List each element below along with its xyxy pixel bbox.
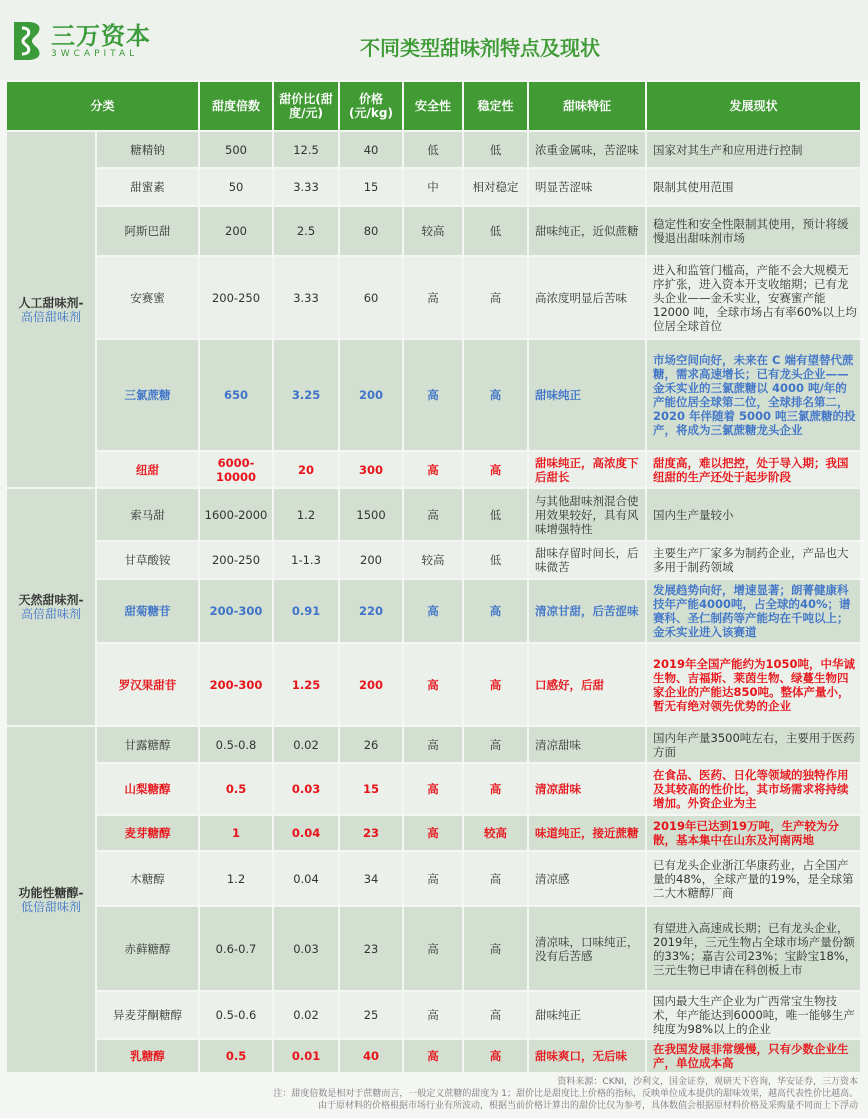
safety-cell: 高	[403, 579, 463, 643]
sweetener-name-cell: 罗汉果甜苷	[96, 643, 199, 726]
sweetness-price-ratio-cell: 12.5	[273, 131, 339, 168]
stability-cell: 相对稳定	[463, 168, 528, 206]
category-sublabel: 高倍甜味剂	[20, 309, 81, 324]
sweetness-multiple-cell: 50	[199, 168, 273, 206]
safety-cell: 高	[403, 726, 463, 763]
safety-cell: 高	[403, 488, 463, 541]
sweetness-multiple-cell: 0.5	[199, 1039, 273, 1073]
development-status-cell: 已有龙头企业浙江华康药业，占全国产量的48%，全球产量的19%，是全球第二大木糖醇厂商	[646, 851, 861, 906]
table-row	[6, 168, 861, 206]
taste-feature-cell: 甜味纯正，近似蔗糖	[528, 206, 646, 256]
price-cell: 40	[339, 1039, 403, 1073]
stability-cell: 高	[463, 991, 528, 1039]
development-status-cell: 国内最大生产企业为广西常宝生物技术，年产能达到6000吨，唯一能够生产纯度为98%以上的企业	[646, 991, 861, 1039]
stability-cell: 高	[463, 339, 528, 451]
stability-cell: 高	[463, 451, 528, 488]
price-cell: 15	[339, 763, 403, 815]
taste-feature-cell: 与其他甜味剂混合使用效果较好，具有风味增强特性	[528, 488, 646, 541]
category-sublabel: 高倍甜味剂	[20, 607, 81, 621]
price-cell: 200	[339, 339, 403, 451]
price-cell: 34	[339, 851, 403, 906]
sweetness-price-ratio-cell: 2.5	[273, 206, 339, 256]
sweetness-price-ratio-cell: 0.04	[273, 815, 339, 851]
sweetness-multiple-cell: 200	[199, 206, 273, 256]
category-sublabel: 低倍甜味剂	[20, 899, 81, 914]
logo-subtext: 3WCAPITAL	[51, 49, 139, 59]
logo-mark-icon	[12, 20, 46, 62]
safety-cell: 高	[403, 763, 463, 815]
development-status-cell: 国内年产量3500吨左右，主要用于医药方面	[646, 726, 861, 763]
sweetener-name-cell: 乳糖醇	[96, 1039, 199, 1073]
note-line-2: 由于原材料的价格根据市场行业有所波动，根据当前价格计算出的甜价比仅为参考，具体数值会根据原材料价格及采购量不同而上下浮动	[317, 1101, 858, 1111]
stability-cell: 低	[463, 541, 528, 579]
taste-feature-cell: 清凉味，口味纯正，没有后苦感	[528, 906, 646, 991]
page-title: 不同类型甜味剂特点及现状	[360, 36, 600, 60]
price-cell: 15	[339, 168, 403, 206]
table-row	[6, 906, 861, 991]
safety-cell: 高	[403, 256, 463, 339]
column-header: 价格(元/kg)	[339, 81, 403, 131]
sweetener-name-cell: 赤藓糖醇	[96, 906, 199, 991]
sweetener-name-cell: 安赛蜜	[96, 256, 199, 339]
taste-feature-cell: 明显苦涩味	[528, 168, 646, 206]
safety-cell: 较高	[403, 541, 463, 579]
table-row	[6, 579, 861, 643]
column-header: 发展现状	[646, 81, 861, 131]
column-header: 甜味特征	[528, 81, 646, 131]
price-cell: 220	[339, 579, 403, 643]
price-cell: 26	[339, 726, 403, 763]
safety-cell: 低	[403, 131, 463, 168]
sweetness-price-ratio-cell: 0.03	[273, 763, 339, 815]
table-row	[6, 643, 861, 726]
price-cell: 200	[339, 541, 403, 579]
category-label: 人工甜味剂-	[18, 295, 84, 310]
sweetener-name-cell: 甘露糖醇	[96, 726, 199, 763]
sweetness-multiple-cell: 1600-2000	[199, 488, 273, 541]
price-cell: 23	[339, 906, 403, 991]
table-row	[6, 451, 861, 488]
price-cell: 80	[339, 206, 403, 256]
sweetness-multiple-cell: 1.2	[199, 851, 273, 906]
taste-feature-cell: 浓重金属味，苦涩味	[528, 131, 646, 168]
stability-cell: 高	[463, 1039, 528, 1073]
sweetness-multiple-cell: 0.5-0.8	[199, 726, 273, 763]
development-status-cell: 进入和监管门槛高，产能不会大规模无序扩张，进入资本开支收缩期；已有龙头企业——金禾实业，安赛蜜产能 12000 吨，全球市场占有率60%以上均位居全球首位	[646, 256, 861, 339]
sweetener-name-cell: 三氯蔗糖	[96, 339, 199, 451]
stability-cell: 低	[463, 131, 528, 168]
footer-notes	[273, 1076, 858, 1112]
taste-feature-cell: 清凉甘甜，后苦涩味	[528, 579, 646, 643]
development-status-cell: 在食品、医药、日化等领域的独特作用及其较高的性价比，其市场需求将持续增加。外资企业为主	[646, 763, 861, 815]
column-header: 甜价比(甜度/元)	[273, 81, 339, 131]
development-status-cell: 稳定性和安全性限制其使用，预计将缓慢退出甜味剂市场	[646, 206, 861, 256]
price-cell: 40	[339, 131, 403, 168]
price-cell: 200	[339, 643, 403, 726]
header-band	[0, 0, 868, 80]
column-header: 稳定性	[463, 81, 528, 131]
sweetener-table	[5, 80, 862, 1074]
stability-cell: 高	[463, 726, 528, 763]
development-status-cell: 有望进入高速成长期；已有龙头企业，2019年，三元生物占全球市场产量份额的33%；嘉吉公司23%；宝龄宝18%，三元生物已申请在科创板上市	[646, 906, 861, 991]
safety-cell: 高	[403, 643, 463, 726]
price-cell: 25	[339, 991, 403, 1039]
table-row	[6, 541, 861, 579]
taste-feature-cell: 口感好，后甜	[528, 643, 646, 726]
table-row	[6, 726, 861, 763]
stability-cell: 高	[463, 579, 528, 643]
price-cell: 300	[339, 451, 403, 488]
sweetness-multiple-cell: 200-250	[199, 256, 273, 339]
price-cell: 23	[339, 815, 403, 851]
sweetness-price-ratio-cell: 1.2	[273, 488, 339, 541]
sweetener-name-cell: 麦芽糖醇	[96, 815, 199, 851]
stability-cell: 低	[463, 488, 528, 541]
taste-feature-cell: 清凉感	[528, 851, 646, 906]
sweetener-name-cell: 异麦芽酮糖醇	[96, 991, 199, 1039]
category-label: 天然甜味剂-	[18, 593, 84, 607]
safety-cell: 高	[403, 339, 463, 451]
logo	[12, 20, 151, 62]
taste-feature-cell: 甜味纯正，高浓度下后甜长	[528, 451, 646, 488]
category-label: 功能性糖醇-	[18, 885, 84, 900]
safety-cell: 高	[403, 815, 463, 851]
category-cell	[6, 726, 96, 1073]
table-row	[6, 1039, 861, 1073]
table-row	[6, 339, 861, 451]
source-note: 资料来源：CKNI，沙利文，国金证券，观研天下咨询，华安证券，三万资本	[557, 1077, 858, 1087]
stability-cell: 高	[463, 643, 528, 726]
sweetness-multiple-cell: 0.6-0.7	[199, 906, 273, 991]
safety-cell: 高	[403, 451, 463, 488]
taste-feature-cell: 味道纯正，接近蔗糖	[528, 815, 646, 851]
development-status-cell: 甜度高，难以把控，处于导入期；我国纽甜的生产还处于起步阶段	[646, 451, 861, 488]
safety-cell: 高	[403, 851, 463, 906]
safety-cell: 高	[403, 906, 463, 991]
development-status-cell: 主要生产厂家多为制药企业，产品也大多用于制药领域	[646, 541, 861, 579]
development-status-cell: 国内生产量较小	[646, 488, 861, 541]
price-cell: 1500	[339, 488, 403, 541]
sweetness-price-ratio-cell: 0.04	[273, 851, 339, 906]
table-row	[6, 851, 861, 906]
sweetness-multiple-cell: 200-300	[199, 643, 273, 726]
sweetness-price-ratio-cell: 0.01	[273, 1039, 339, 1073]
sweetness-multiple-cell: 0.5	[199, 763, 273, 815]
sweetener-name-cell: 纽甜	[96, 451, 199, 488]
sweetness-multiple-cell: 1	[199, 815, 273, 851]
sweetness-multiple-cell: 200-300	[199, 579, 273, 643]
stability-cell: 高	[463, 763, 528, 815]
table-row	[6, 763, 861, 815]
sweetness-price-ratio-cell: 3.25	[273, 339, 339, 451]
logo-text: 三万资本	[51, 22, 151, 50]
column-header: 分类	[6, 81, 199, 131]
sweetness-price-ratio-cell: 1.25	[273, 643, 339, 726]
table-row	[6, 256, 861, 339]
sweetener-name-cell: 甜蜜素	[96, 168, 199, 206]
taste-feature-cell: 甜味存留时间长，后味微苦	[528, 541, 646, 579]
note-line-1: 注：甜度倍数是相对于蔗糖而言，一般定义蔗糖的甜度为 1；甜价比是甜度比上价格的指标，反映单位成本提供的甜味效果，越高代表性价比越高。	[273, 1089, 858, 1099]
sweetness-price-ratio-cell: 0.02	[273, 991, 339, 1039]
table-row	[6, 131, 861, 168]
stability-cell: 低	[463, 206, 528, 256]
safety-cell: 高	[403, 1039, 463, 1073]
development-status-cell: 限制其使用范围	[646, 168, 861, 206]
safety-cell: 高	[403, 991, 463, 1039]
sweetener-name-cell: 山梨糖醇	[96, 763, 199, 815]
taste-feature-cell: 甜味纯正	[528, 339, 646, 451]
table-row	[6, 488, 861, 541]
taste-feature-cell: 高浓度明显后苦味	[528, 256, 646, 339]
safety-cell: 中	[403, 168, 463, 206]
safety-cell: 较高	[403, 206, 463, 256]
taste-feature-cell: 清凉甜味	[528, 726, 646, 763]
development-status-cell: 2019年已达到19万吨，生产较为分散，基本集中在山东及河南两地	[646, 815, 861, 851]
sweetness-price-ratio-cell: 20	[273, 451, 339, 488]
sweetness-price-ratio-cell: 1-1.3	[273, 541, 339, 579]
sweetness-multiple-cell: 6000-10000	[199, 451, 273, 488]
stability-cell: 较高	[463, 815, 528, 851]
stability-cell: 高	[463, 256, 528, 339]
sweetener-name-cell: 索马甜	[96, 488, 199, 541]
sweetener-name-cell: 甜菊糖苷	[96, 579, 199, 643]
sweetness-price-ratio-cell: 0.03	[273, 906, 339, 991]
sweetness-multiple-cell: 650	[199, 339, 273, 451]
sweetness-multiple-cell: 200-250	[199, 541, 273, 579]
development-status-cell: 发展趋势向好，增速显著；朗菁健康科技年产能4000吨，占全球的40%；谱赛科、圣仁制药等产能均在千吨以上；金禾实业进入该赛道	[646, 579, 861, 643]
development-status-cell: 市场空间向好，未来在 C 端有望替代蔗糖，需求高速增长；已有龙头企业——金禾实业的三氯蔗糖以 4000 吨/年的产能位居全球第二位，全球排名第二，2020 年伴随着 5000 吨三氯蔗糖的投产，将成为三氯蔗糖龙头企业	[646, 339, 861, 451]
table-row	[6, 206, 861, 256]
price-cell: 60	[339, 256, 403, 339]
category-cell	[6, 488, 96, 726]
sweetener-name-cell: 阿斯巴甜	[96, 206, 199, 256]
stability-cell: 高	[463, 851, 528, 906]
sweetener-name-cell: 木糖醇	[96, 851, 199, 906]
sweetness-multiple-cell: 500	[199, 131, 273, 168]
taste-feature-cell: 甜味爽口，无后味	[528, 1039, 646, 1073]
sweetness-price-ratio-cell: 0.91	[273, 579, 339, 643]
sweetness-price-ratio-cell: 3.33	[273, 168, 339, 206]
column-header: 甜度倍数	[199, 81, 273, 131]
category-cell	[6, 131, 96, 488]
table-row	[6, 815, 861, 851]
taste-feature-cell: 甜味纯正	[528, 991, 646, 1039]
sweetness-price-ratio-cell: 0.02	[273, 726, 339, 763]
stability-cell: 高	[463, 906, 528, 991]
development-status-cell: 2019年全国产能约为1050吨，中华诚生物、吉福斯、莱茵生物、绿蔓生物四家企业的产能达850吨。整体产量小，暂无有绝对领先优势的企业	[646, 643, 861, 726]
column-header: 安全性	[403, 81, 463, 131]
table-row	[6, 991, 861, 1039]
sweetness-price-ratio-cell: 3.33	[273, 256, 339, 339]
sweetener-name-cell: 甘草酸铵	[96, 541, 199, 579]
table-header-row	[6, 81, 861, 131]
sweetness-multiple-cell: 0.5-0.6	[199, 991, 273, 1039]
sweetener-name-cell: 糖精钠	[96, 131, 199, 168]
development-status-cell: 在我国发展非常缓慢，只有少数企业生产，单位成本高	[646, 1039, 861, 1073]
development-status-cell: 国家对其生产和应用进行控制	[646, 131, 861, 168]
taste-feature-cell: 清凉甜味	[528, 763, 646, 815]
